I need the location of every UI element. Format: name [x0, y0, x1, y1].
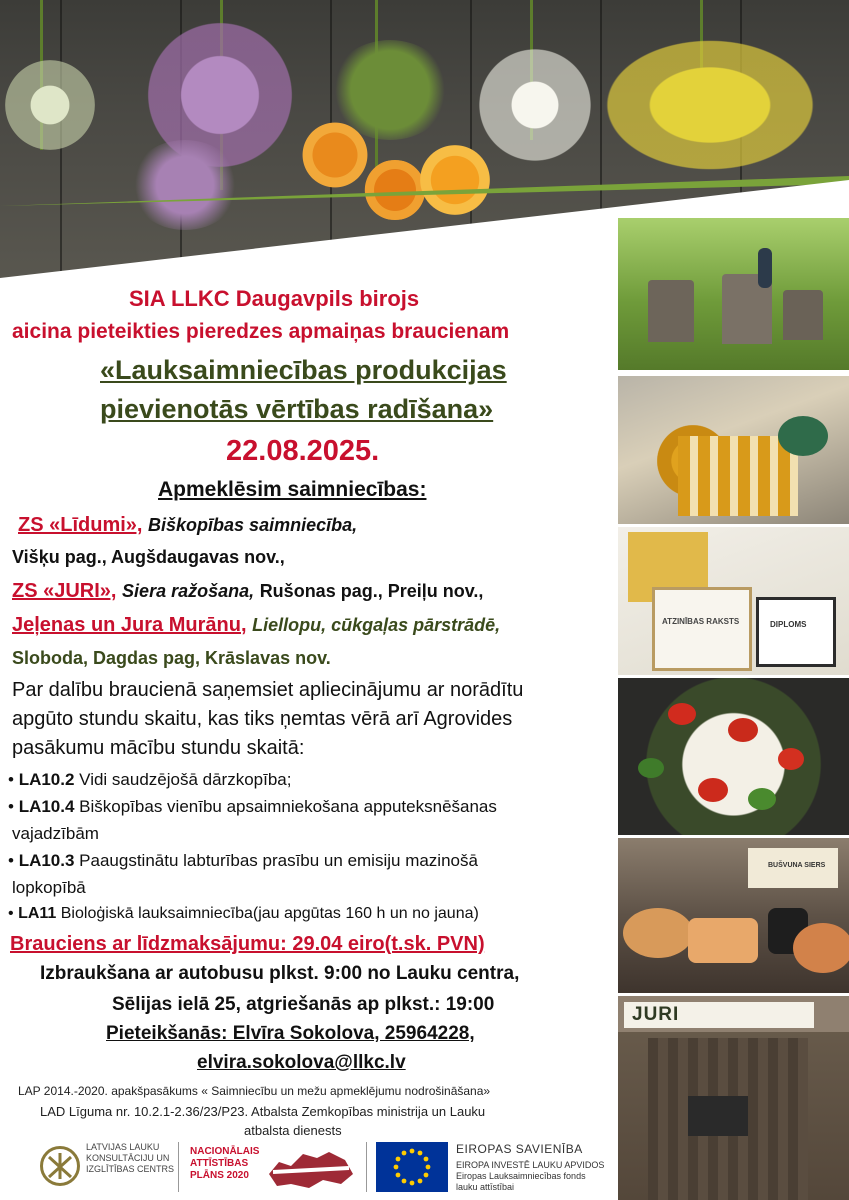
caprese-salad-photo [618, 678, 849, 835]
invite-text: aicina pieteikties pieredzes apmaiņas braucienam [12, 320, 510, 343]
eu-flag-icon [376, 1142, 448, 1192]
juri-door-photo [618, 996, 849, 1200]
juri-sign-text: JURI [632, 1004, 680, 1025]
sponsor-logos [0, 1138, 610, 1200]
nap-line2: ATTĪSTĪBAS [190, 1158, 249, 1169]
course-text: Bioloģiskā lauksaimniecība(jau apgūtas 160 h un no jauna) [56, 905, 479, 922]
eu-line3: lauku attīstībai [456, 1182, 515, 1192]
course-text: Biškopības vienību apsaimniekošana apputeksnēšanas [74, 797, 497, 816]
latvia-map-icon [265, 1144, 357, 1192]
footer-line3: atbalsta dienests [244, 1123, 342, 1138]
llkc-line1: LATVIJAS LAUKU [86, 1142, 160, 1152]
cert-title-text: ATZINĪBAS RAKSTS [662, 617, 740, 626]
eu-subtext [456, 1160, 604, 1193]
trip-cost: Brauciens ar līdzmaksājumu: 29.04 eiro(t.sk. PVN) [10, 933, 485, 955]
footer-line1: LAP 2014.-2020. apakšpasākums « Saimniecību un mežu apmeklējumu nodrošināšana» [18, 1084, 491, 1098]
course-item-2 [8, 797, 497, 817]
contact-text: Pieteikšanās: Elvīra Sokolova, 25964228, [106, 1023, 475, 1044]
llkc-logo-text [86, 1142, 174, 1175]
farm3-place: Sloboda, Dagdas pag, Krāslavas nov. [12, 648, 331, 668]
eu-line1: EIROPA INVESTĒ LAUKU APVIDOS [456, 1160, 605, 1170]
course-code: LA11 [18, 905, 57, 922]
bullet: • [8, 905, 14, 922]
bullet: • [8, 770, 14, 789]
nap-line1: NACIONĀLAIS [190, 1146, 260, 1157]
course-item-4 [8, 905, 479, 923]
nap-logo-text [190, 1146, 259, 1182]
llkc-line3: IZGLĪTĪBAS CENTRS [86, 1164, 175, 1174]
course-code: LA10.4 [18, 797, 75, 816]
honey-products-photo [618, 376, 849, 524]
eu-title: EIROPAS SAVIENĪBA [456, 1142, 583, 1156]
bullet: • [8, 797, 14, 816]
farm2-place: Rušonas pag., Preiļu nov., [259, 581, 484, 601]
bullet: • [8, 851, 14, 870]
logo-divider [178, 1142, 179, 1192]
beehives-photo [618, 218, 849, 370]
diploma-text: DIPLOMS [770, 620, 807, 629]
diplomas-photo [618, 527, 849, 675]
event-date: 22.08.2025. [226, 435, 380, 467]
course-code: LA10.3 [18, 851, 75, 870]
email-link[interactable]: elvira.sokolova@llkc.lv [197, 1052, 406, 1073]
farm2-type: Siera ražošana, [122, 581, 255, 601]
info-line1: Par dalību braucienā saņemsiet apliecinājumu ar norādītu [12, 679, 524, 701]
course-item-3 [8, 851, 478, 871]
farm1-name: ZS «Līdumi», [18, 514, 143, 536]
course-text: Paaugstinātu labturības prasību un emisiju mazinošā [74, 851, 478, 870]
farm3-name: Jeļenas un Jura Murānu, [12, 614, 247, 636]
llkc-line2: KONSULTĀCIJU UN [86, 1153, 170, 1163]
visits-heading: Apmeklēsim saimniecības: [158, 478, 427, 501]
farm2-line [12, 580, 483, 603]
course-item-1 [8, 770, 292, 790]
return-text: Sēlijas ielā 25, atgriešanās ap plkst.: 19:00 [112, 994, 495, 1015]
nap-line3: PLĀNS 2020 [190, 1170, 249, 1181]
llkc-logo-icon [40, 1146, 80, 1186]
footer-line2: LAD Līguma nr. 10.2.1-2.36/23/P23. Atbalsta Zemkopības ministrija un Lauku [40, 1104, 486, 1119]
course-item-2-cont: vajadzībām [12, 824, 99, 843]
farm3-line [12, 614, 500, 637]
farm1-type: Biškopības saimniecība, [148, 515, 358, 535]
event-title-line2: pievienotās vērtības radīšana» [100, 394, 494, 424]
farm2-name: ZS «JURI», [12, 580, 117, 602]
event-title-line1: «Lauksaimniecības produkcijas [100, 355, 507, 385]
cheese-photo [618, 838, 849, 993]
farm3-type: Liellopu, cūkgaļas pārstrādē, [252, 615, 501, 635]
info-line3: pasākumu mācību stundu skaitā: [12, 737, 305, 759]
farm1-line [18, 514, 357, 537]
course-text: Vidi saudzējošā dārzkopība; [74, 770, 292, 789]
info-line2: apgūto stundu skaitu, kas tiks ņemtas vērā arī Agrovides [12, 708, 513, 730]
cheese-label-text: BUŠVUNA SIERS [768, 862, 826, 869]
organizer-text: SIA LLKC Daugavpils birojs [129, 286, 420, 311]
course-item-3-cont: lopkopībā [12, 878, 86, 897]
logo-divider [366, 1142, 367, 1192]
farm1-place: Višķu pag., Augšdaugavas nov., [12, 547, 285, 567]
course-code: LA10.2 [18, 770, 75, 789]
eu-line2: Eiropas Lauksaimniecības fonds [456, 1171, 586, 1181]
departure-text: Izbraukšana ar autobusu plkst. 9:00 no Lauku centra, [40, 963, 520, 984]
